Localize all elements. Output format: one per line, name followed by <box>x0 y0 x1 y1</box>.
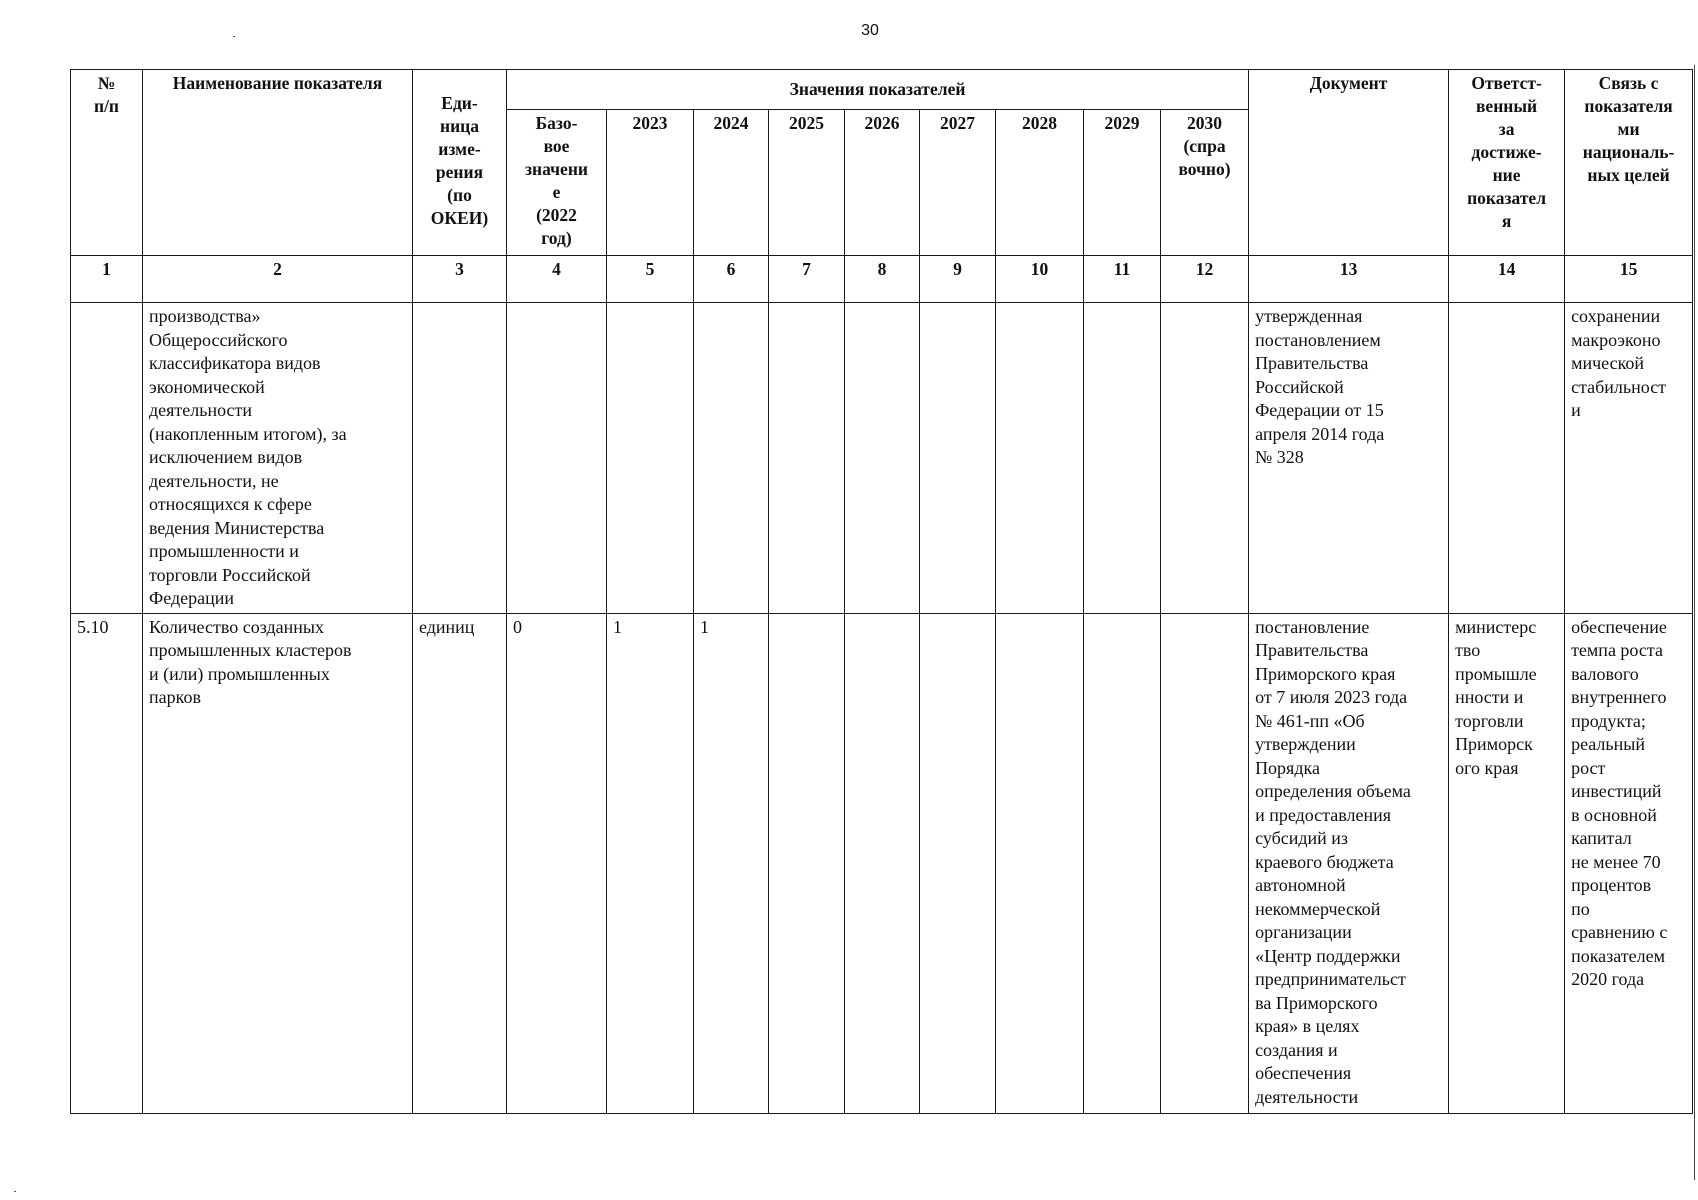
row-num-cell <box>71 303 143 614</box>
table-row <box>71 303 1693 614</box>
header-year-2025: 2025 <box>769 110 845 256</box>
row-2030-cell <box>1161 303 1249 614</box>
header-year-2029: 2029 <box>1084 110 1161 256</box>
header-values-group: Значения показателей <box>507 70 1249 110</box>
column-number: 5 <box>607 256 694 303</box>
column-number: 7 <box>769 256 845 303</box>
scan-edge-line <box>1694 65 1695 1180</box>
row-link-cell: обеспечение темпа роста валового внутреннего продукта; реальный рост инвестиций в основной капитал не менее 70 процентов по сравнению с показателем 2020 года <box>1565 613 1693 1113</box>
header-link: Связь с показателя ми националь- ных целей <box>1565 70 1693 256</box>
column-number: 14 <box>1449 256 1565 303</box>
row-name-cell: Количество созданных промышленных кластеров и (или) промышленных парков <box>143 613 413 1113</box>
column-number-row <box>71 256 1693 303</box>
header-base-value: Базо- вое значени е (2022 год) <box>507 110 607 256</box>
header-name: Наименование показателя <box>143 70 413 256</box>
row-2023-cell <box>607 303 694 614</box>
column-number: 2 <box>143 256 413 303</box>
scan-speck <box>14 1191 16 1192</box>
row-2030-cell <box>1161 613 1249 1113</box>
row-2025-cell <box>769 303 845 614</box>
header-year-2023: 2023 <box>607 110 694 256</box>
table-row <box>71 613 1693 1113</box>
row-document-cell: постановление Правительства Приморского края от 7 июля 2023 года № 461-пп «Об утверждении Порядка определения объема и предоставления субсидий из краевого бюджета автономной некоммерческой организации «Центр поддержки предпринимательст ва Приморского края» в целях создания и обеспечения деятельности <box>1249 613 1449 1113</box>
row-responsible-cell: министерс тво промышле нности и торговли Приморск ого края <box>1449 613 1565 1113</box>
header-row-1 <box>71 70 1693 110</box>
header-year-2024: 2024 <box>694 110 769 256</box>
header-responsible: Ответст- венный за достиже- ние показател я <box>1449 70 1565 256</box>
column-number: 3 <box>413 256 507 303</box>
row-2026-cell <box>845 303 920 614</box>
row-2028-cell <box>996 303 1084 614</box>
header-unit: Еди- ница изме- рения (по ОКЕИ) <box>413 70 507 256</box>
header-year-2030: 2030 (спра вочно) <box>1161 110 1249 256</box>
row-2023-cell: 1 <box>607 613 694 1113</box>
column-number: 15 <box>1565 256 1693 303</box>
header-year-2028: 2028 <box>996 110 1084 256</box>
row-2026-cell <box>845 613 920 1113</box>
row-2024-cell: 1 <box>694 613 769 1113</box>
scan-speck <box>233 36 235 37</box>
column-number: 6 <box>694 256 769 303</box>
row-base-cell: 0 <box>507 613 607 1113</box>
column-number: 1 <box>71 256 143 303</box>
row-2025-cell <box>769 613 845 1113</box>
page-number: 30 <box>861 22 879 39</box>
row-responsible-cell <box>1449 303 1565 614</box>
row-unit-cell: единиц <box>413 613 507 1113</box>
column-number: 11 <box>1084 256 1161 303</box>
row-unit-cell <box>413 303 507 614</box>
row-2029-cell <box>1084 613 1161 1113</box>
column-number: 4 <box>507 256 607 303</box>
row-2028-cell <box>996 613 1084 1113</box>
column-number: 9 <box>920 256 996 303</box>
header-document: Документ <box>1249 70 1449 256</box>
row-link-cell: сохранении макроэконо мической стабильност и <box>1565 303 1693 614</box>
indicators-table <box>70 69 1693 1114</box>
row-2027-cell <box>920 303 996 614</box>
header-year-2026: 2026 <box>845 110 920 256</box>
column-number: 10 <box>996 256 1084 303</box>
row-2027-cell <box>920 613 996 1113</box>
row-base-cell <box>507 303 607 614</box>
column-number: 8 <box>845 256 920 303</box>
row-document-cell: утвержденная постановлением Правительства Российской Федерации от 15 апреля 2014 года № 328 <box>1249 303 1449 614</box>
column-number: 13 <box>1249 256 1449 303</box>
row-name-cell: производства» Общероссийского классификатора видов экономической деятельности (накопленным итогом), за исключением видов деятельности, не относящихся к сфере ведения Министерства промышленности и торговли Российской Федерации <box>143 303 413 614</box>
header-num: № п/п <box>71 70 143 256</box>
row-num-cell: 5.10 <box>71 613 143 1113</box>
row-2024-cell <box>694 303 769 614</box>
column-number: 12 <box>1161 256 1249 303</box>
row-2029-cell <box>1084 303 1161 614</box>
header-year-2027: 2027 <box>920 110 996 256</box>
